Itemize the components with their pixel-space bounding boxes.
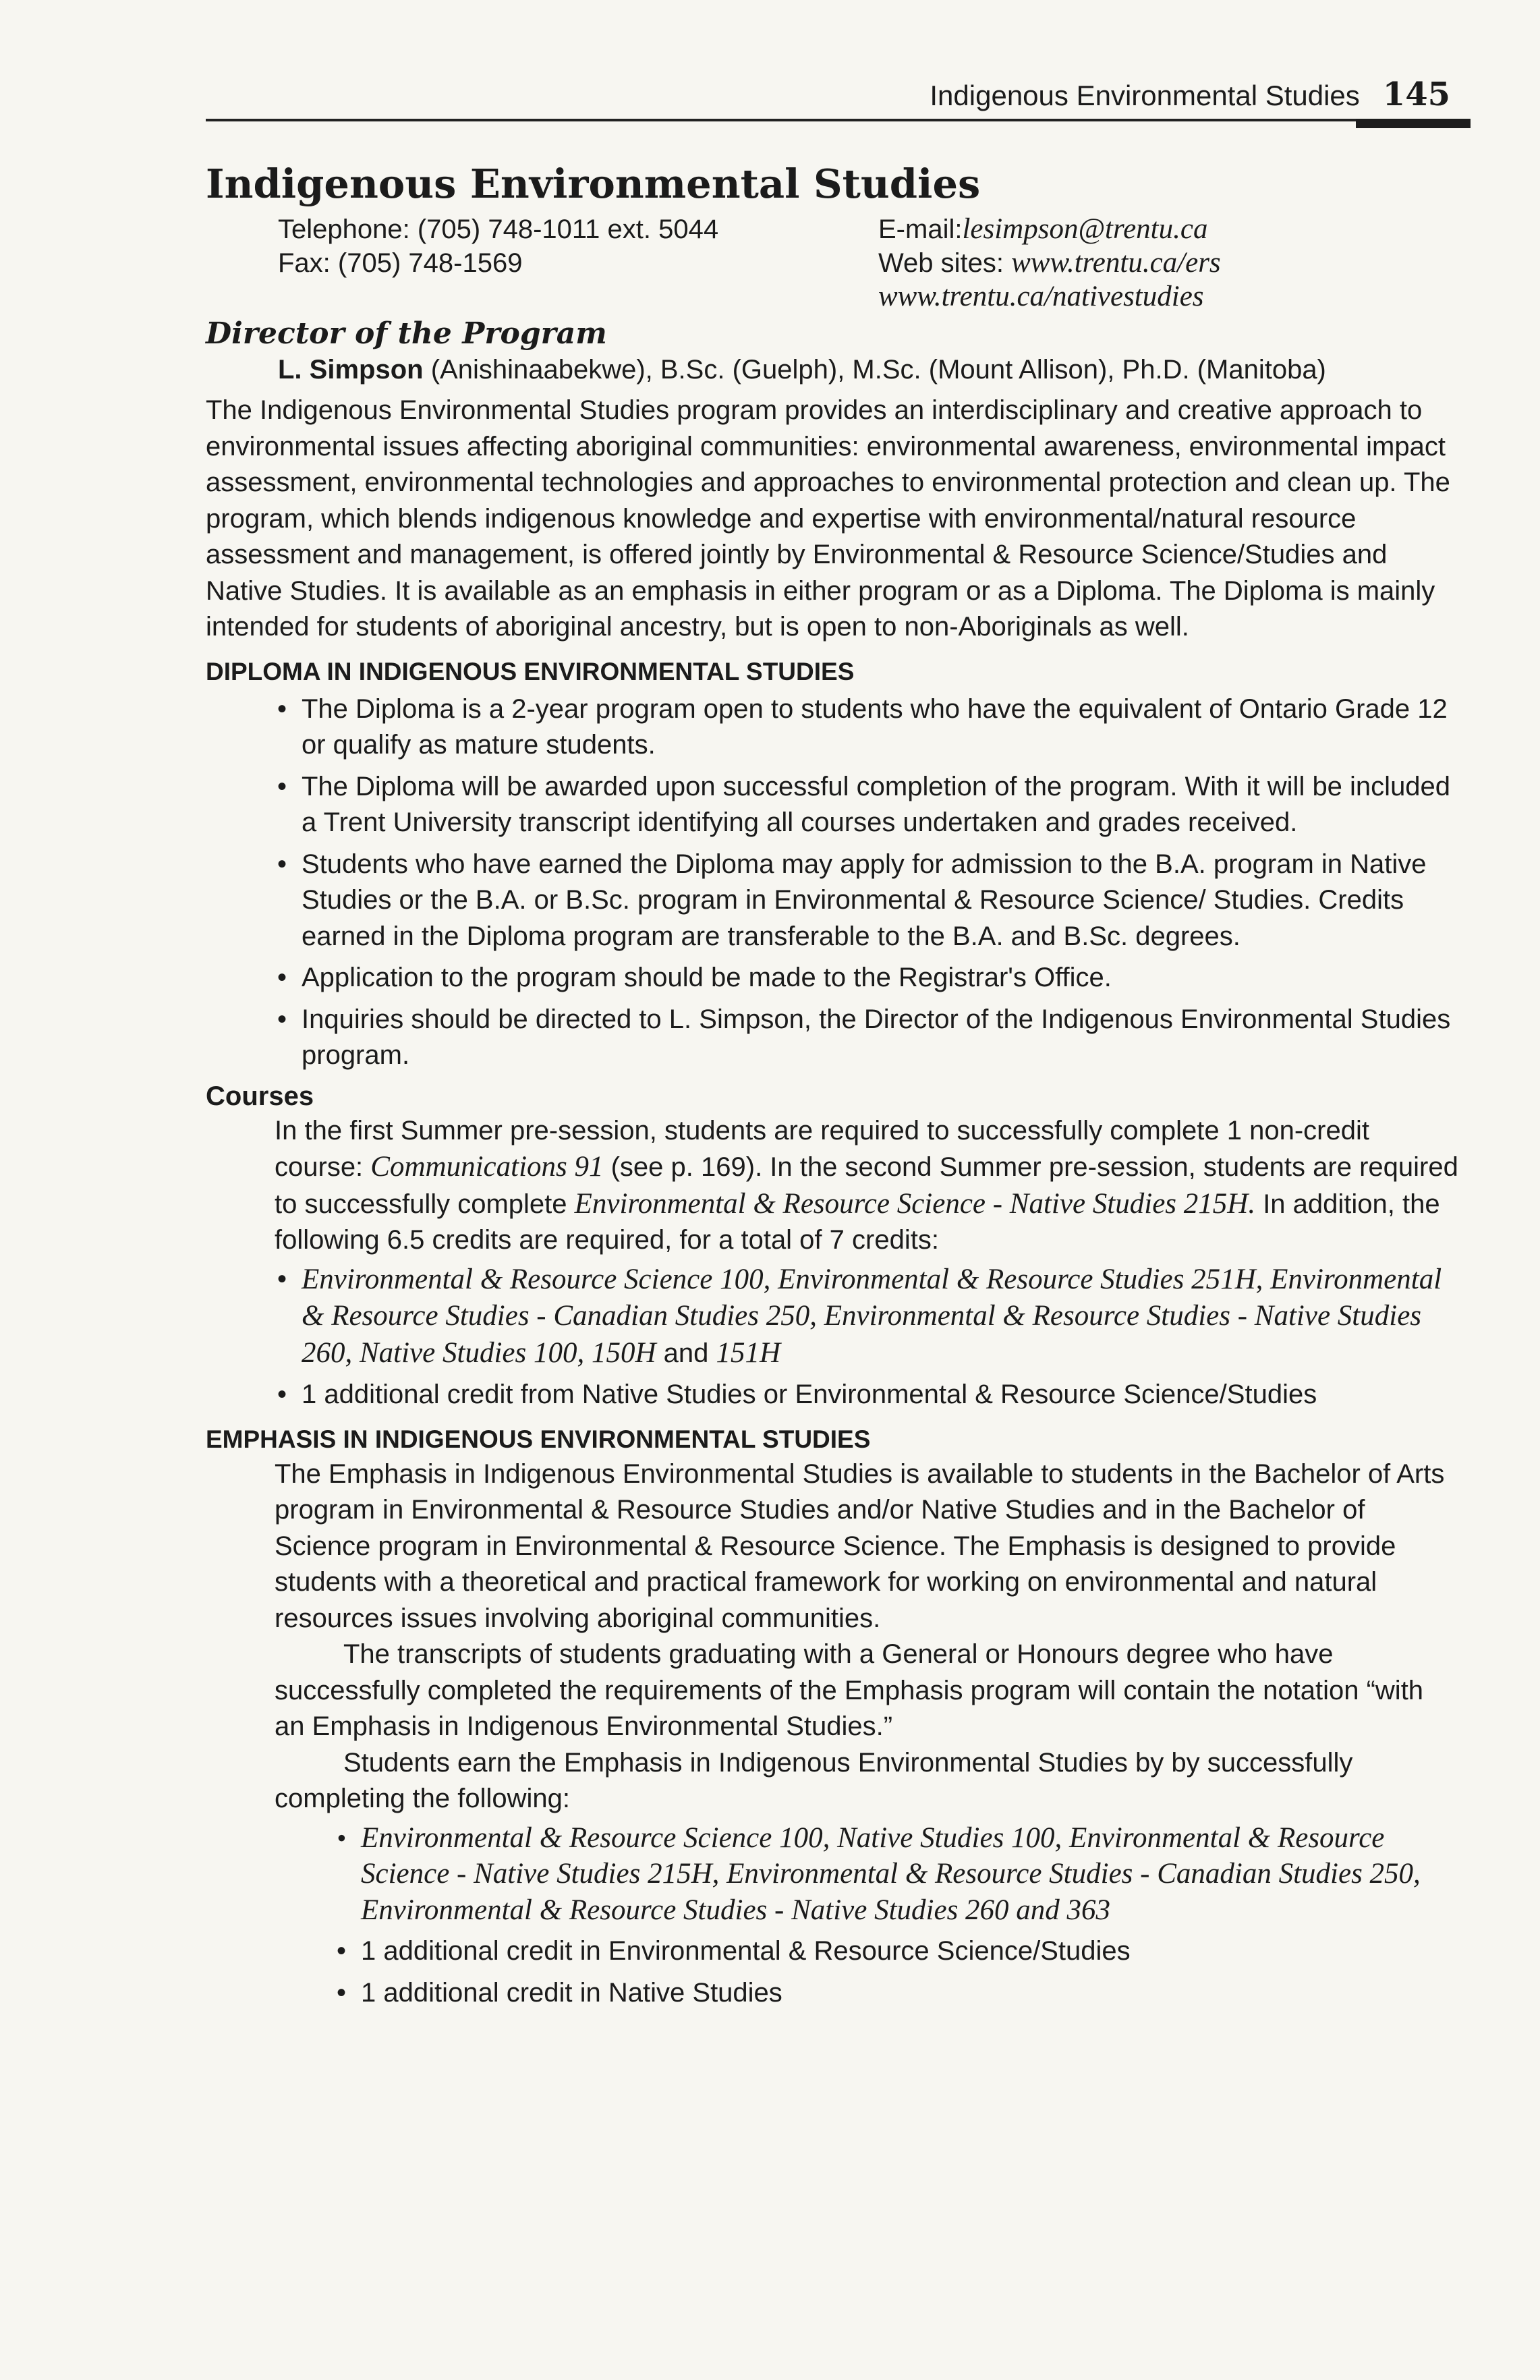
emphasis-heading: EMPHASIS IN INDIGENOUS ENVIRONMENTAL STUDIES	[206, 1425, 871, 1453]
list-item: • Environmental & Resource Science 100, Native Studies 100, Environmental & Resource Science - Native Studies 215H, Environmental & Resource Studies - Canadian Studies 250, Environmental & Resource Studies - Native Studies 260 and 363	[334, 1820, 1460, 1929]
contact-block	[278, 213, 1460, 314]
list-item: • 1 additional credit from Native Studies or Environmental & Resource Science/Studies	[275, 1377, 1460, 1413]
email-line	[878, 213, 1485, 246]
list-item: • Inquiries should be directed to L. Simpson, the Director of the Indigenous Environmental Studies program.	[275, 1002, 1460, 1074]
course-name: Environmental & Resource Science - Native Studies 215H.	[574, 1187, 1256, 1220]
emphasis-list	[334, 1820, 1460, 2012]
director-name: L. Simpson	[278, 355, 424, 385]
emphasis-paragraph-1: The Emphasis in Indigenous Environmental Studies is available to students in the Bachelor of Arts program in Environmental & Resource Studies and/or Native Studies and in the Bachelor of Science program in Environmental & Resource Science. The Emphasis is designed to provide students with a theoretical and practical framework for working on environmental and natural resources issues involving aboriginal communities.	[275, 1458, 1445, 1633]
running-head-title: Indigenous Environmental Studies	[930, 80, 1360, 111]
course-list-conj: and	[656, 1338, 716, 1368]
list-item: • 1 additional credit in Environmental & Resource Science/Studies	[334, 1933, 1460, 1970]
courses-text: In the first Summer pre-session, students are required to successfully complete 1 non-credit course:	[275, 1115, 1369, 1182]
page-title: Indigenous Environmental Studies	[206, 161, 981, 207]
emphasis-paragraph-3: Students earn the Emphasis in Indigenous Environmental Studies by by successfully completing the following:	[275, 1747, 1353, 1813]
director-heading: Director of the Program	[206, 316, 607, 351]
courses-text: (see p. 169). In the second Summer pre-session, students are required to successfully complete	[275, 1152, 1458, 1219]
list-item: • Students who have earned the Diploma may apply for admission to the B.A. program in Native Studies or the B.A. or B.Sc. program in Environmental & Resource Science/ Studies. Credits earned in the Diploma program are transferable to the B.A. and B.Sc. degrees.	[275, 847, 1460, 955]
courses-list	[275, 1262, 1460, 1413]
email-address[interactable]: lesimpson@trentu.ca	[962, 213, 1208, 245]
web-link-nativestudies[interactable]: www.trentu.ca/nativestudies	[878, 281, 1204, 312]
web-label: Web sites:	[878, 248, 1012, 278]
email-label: E-mail:	[878, 215, 963, 244]
fax: Fax: (705) 748-1569	[278, 248, 523, 278]
web-line	[878, 246, 1485, 280]
intro-paragraph: The Indigenous Environmental Studies program provides an interdisciplinary and creative approach to environmental issues affecting aboriginal communities: environmental awareness, environmental impact assessment, environmental technologies and approaches to environmental protection and clean up. The program, which blends indigenous knowledge and expertise with environmental/natural resource assessment and management, is offered jointly by Environmental & Resource Science/Studies and Native Studies. It is available as an emphasis in either program or as a Diploma. The Diploma is mainly intended for students of aboriginal ancestry, but is open to non-Aboriginals as well.	[206, 395, 1450, 642]
header-rule	[206, 119, 1471, 121]
course-list-text: 151H	[716, 1336, 781, 1369]
web-link-ers[interactable]: www.trentu.ca/ers	[1011, 247, 1221, 279]
list-item: • Application to the program should be made to the Registrar's Office.	[275, 960, 1460, 996]
director-credentials: (Anishinaabekwe), B.Sc. (Guelph), M.Sc. (Mount Allison), Ph.D. (Manitoba)	[423, 355, 1326, 385]
telephone: Telephone: (705) 748-1011 ext. 5044	[278, 215, 719, 244]
running-head	[897, 76, 1450, 113]
list-item: • The Diploma is a 2-year program open to students who have the equivalent of Ontario Grade 12 or qualify as mature students.	[275, 691, 1460, 764]
course-name: Communications 91	[370, 1151, 604, 1183]
list-item: • The Diploma will be awarded upon successful completion of the program. With it will be included a Trent University transcript identifying all courses undertaken and grades received.	[275, 769, 1460, 841]
header-tab	[1356, 119, 1471, 128]
diploma-heading: DIPLOMA IN INDIGENOUS ENVIRONMENTAL STUDIES	[206, 657, 855, 685]
emphasis-paragraph-2: The transcripts of students graduating with a General or Honours degree who have successfully completed the requirements of the Emphasis program will contain the notation “with an Emphasis in Indigenous Environmental Studies.”	[275, 1639, 1424, 1741]
diploma-list	[275, 691, 1460, 1074]
course-list-text: Environmental & Resource Science 100, Environmental & Resource Studies 251H, Environmental & Resource Studies - Canadian Studies 250, Environmental & Resource Studies - Native Studies 260, Native Studies 100, 150H	[302, 1263, 1442, 1369]
contact-spacer	[278, 280, 878, 314]
courses-paragraph	[275, 1113, 1460, 1259]
courses-heading: Courses	[206, 1081, 314, 1111]
courses-text: In addition, the following 6.5 credits are required, for a total of 7 credits:	[275, 1189, 1440, 1255]
page-content	[206, 161, 1460, 2016]
web-line-2	[878, 280, 1485, 314]
list-item: • 1 additional credit in Native Studies	[334, 1975, 1460, 2012]
list-item	[275, 1262, 1460, 1372]
director-line	[278, 351, 1460, 389]
page-number: 145	[1382, 76, 1450, 113]
